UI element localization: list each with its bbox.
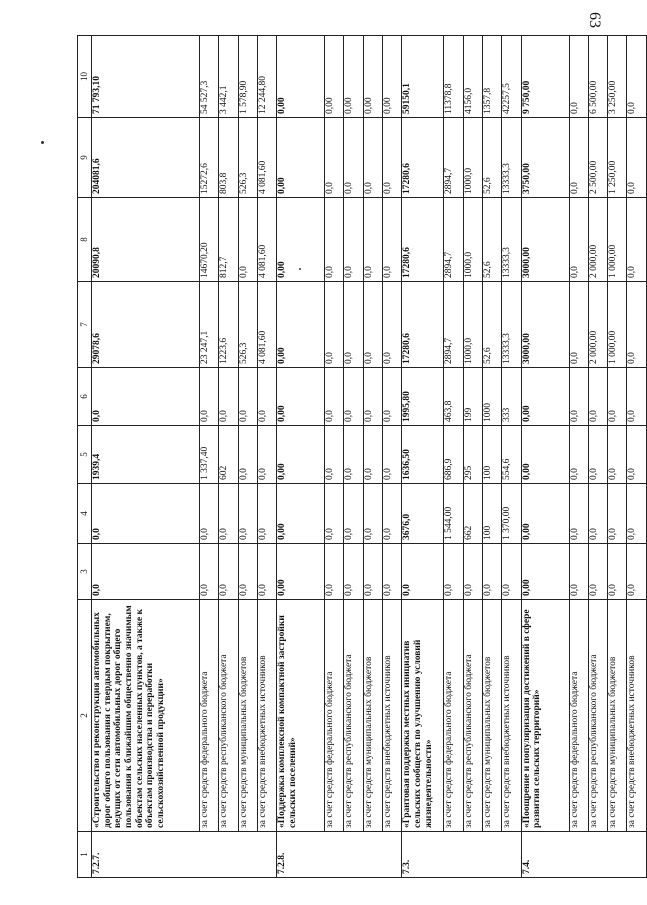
- section-value-cell: 3000,00: [521, 198, 569, 282]
- funding-source-label: за счет средств федерального бюджета: [325, 600, 344, 832]
- funding-value-cell: 0,0: [257, 544, 276, 600]
- funding-value-cell: 0,0: [569, 282, 588, 368]
- funding-value-cell: 602: [219, 426, 238, 484]
- funding-value-cell: 0,0: [569, 368, 588, 426]
- funding-value-cell: 0,0: [325, 282, 344, 368]
- funding-value-cell: 0,0: [344, 118, 363, 198]
- funding-value-cell: 0,0: [325, 368, 344, 426]
- funding-value-cell: 4 081,60: [257, 198, 276, 282]
- funding-row: [200, 36, 219, 878]
- funding-value-cell: 0,0: [627, 426, 646, 484]
- section-code: 7.4.: [521, 832, 646, 878]
- funding-source-label: за счет средств республиканского бюджета: [588, 600, 607, 832]
- funding-value-cell: 0,0: [608, 426, 627, 484]
- funding-source-label: за счет средств федерального бюджета: [569, 600, 588, 832]
- funding-value-cell: 100: [482, 484, 501, 544]
- funding-value-cell: 0,0: [238, 426, 257, 484]
- column-header-9: 9: [78, 118, 92, 198]
- funding-value-cell: 0,0: [482, 544, 501, 600]
- section-row: [92, 36, 200, 878]
- column-header-4: 4: [78, 484, 92, 544]
- funding-value-cell: 0,0: [325, 544, 344, 600]
- funding-value-cell: 0,0: [200, 484, 219, 544]
- funding-row: [588, 36, 607, 878]
- funding-value-cell: 52,6: [482, 118, 501, 198]
- funding-value-cell: 0,0: [588, 484, 607, 544]
- funding-value-cell: 1 578,90: [238, 36, 257, 118]
- funding-row: [482, 36, 501, 878]
- section-value-cell: 0,00: [277, 544, 325, 600]
- funding-row: [608, 36, 627, 878]
- funding-value-cell: 0,0: [257, 368, 276, 426]
- funding-value-cell: 42257,5: [502, 36, 521, 118]
- funding-source-label: за счет средств федерального бюджета: [200, 600, 219, 832]
- section-value-cell: 1939,4: [92, 426, 200, 484]
- column-header-8: 8: [78, 198, 92, 282]
- scan-speck: [41, 141, 44, 144]
- section-value-cell: 0,00: [277, 484, 325, 544]
- funding-value-cell: 1 250,00: [608, 118, 627, 198]
- funding-value-cell: 4156,0: [463, 36, 482, 118]
- funding-value-cell: 0,0: [238, 198, 257, 282]
- section-value-cell: 0,00: [277, 426, 325, 484]
- section-row: [277, 36, 325, 878]
- funding-row: [463, 36, 482, 878]
- section-value-cell: 0,0: [92, 484, 200, 544]
- column-header-1: 1: [78, 832, 92, 878]
- funding-value-cell: 686,9: [444, 426, 463, 484]
- funding-value-cell: 295: [463, 426, 482, 484]
- funding-source-label: за счет средств внебюджетных источников: [502, 600, 521, 832]
- page-number: 63: [586, 12, 603, 28]
- funding-row: [238, 36, 257, 878]
- funding-value-cell: 0,0: [569, 544, 588, 600]
- funding-value-cell: 54 527,3: [200, 36, 219, 118]
- funding-value-cell: 100: [482, 426, 501, 484]
- section-title: «Поддержка комплексной компактной застройки сельских поселений»: [277, 600, 325, 832]
- column-header-2: 2: [78, 600, 92, 832]
- funding-value-cell: 554,6: [502, 426, 521, 484]
- section-value-cell: 9 750,00: [521, 36, 569, 118]
- section-value-cell: 17280,6: [402, 198, 444, 282]
- funding-value-cell: 0,0: [588, 368, 607, 426]
- funding-value-cell: 0,0: [627, 484, 646, 544]
- funding-value-cell: 2894,7: [444, 282, 463, 368]
- section-value-cell: 0,00: [277, 282, 325, 368]
- funding-value-cell: 0,0: [219, 484, 238, 544]
- funding-value-cell: 6 500,00: [588, 36, 607, 118]
- funding-value-cell: 0,0: [383, 368, 402, 426]
- section-value-cell: 0,00: [521, 544, 569, 600]
- funding-value-cell: 1000: [482, 368, 501, 426]
- funding-value-cell: 0,0: [344, 544, 363, 600]
- section-code: 7.2.8.: [277, 832, 402, 878]
- funding-value-cell: 52,6: [482, 282, 501, 368]
- funding-value-cell: 2894,7: [444, 118, 463, 198]
- funding-value-cell: 0,0: [363, 426, 382, 484]
- funding-source-label: за счет средств федерального бюджета: [444, 600, 463, 832]
- funding-value-cell: 0,0: [588, 426, 607, 484]
- funding-value-cell: 0,0: [344, 282, 363, 368]
- funding-source-label: за счет средств муниципальных бюджетов: [608, 600, 627, 832]
- funding-value-cell: 526,3: [238, 118, 257, 198]
- section-value-cell: 3750,00: [521, 118, 569, 198]
- funding-value-cell: 0,0: [257, 426, 276, 484]
- budget-table-container: [77, 36, 638, 878]
- funding-value-cell: 1000,0: [463, 282, 482, 368]
- funding-source-label: за счет средств муниципальных бюджетов: [363, 600, 382, 832]
- funding-value-cell: 0,0: [463, 544, 482, 600]
- section-value-cell: 17280,6: [402, 118, 444, 198]
- funding-value-cell: 0,0: [627, 198, 646, 282]
- section-value-cell: 0,00: [521, 484, 569, 544]
- section-value-cell: 0,00: [277, 368, 325, 426]
- funding-value-cell: 1 370,00: [502, 484, 521, 544]
- section-title: «Строительство и реконструкция автомобильных дорог общего пользования с твердым покрытием, ведущих от сети автомобильных дорог общего пользования к ближайшим общественно значимым объектам сельских населенных пунктов, а также к объектам производства и переработки сельскохозяйственной продукции»: [92, 600, 200, 832]
- funding-value-cell: 52,6: [482, 198, 501, 282]
- section-value-cell: 29078,6: [92, 282, 200, 368]
- funding-value-cell: 0,0: [200, 544, 219, 600]
- funding-row: [363, 36, 382, 878]
- column-header-10: 10: [78, 36, 92, 118]
- funding-value-cell: 2 000,00: [588, 282, 607, 368]
- section-value-cell: 3676,0: [402, 484, 444, 544]
- funding-row: [627, 36, 646, 878]
- funding-value-cell: 0,0: [444, 544, 463, 600]
- section-code: 7.2.7.: [92, 832, 277, 878]
- funding-value-cell: 812,7: [219, 198, 238, 282]
- section-value-cell: 204081,6: [92, 118, 200, 198]
- funding-value-cell: 0,0: [588, 544, 607, 600]
- funding-value-cell: 0,0: [363, 368, 382, 426]
- funding-value-cell: 1 337,40: [200, 426, 219, 484]
- funding-value-cell: 0,00: [325, 36, 344, 118]
- funding-value-cell: 3 442,1: [219, 36, 238, 118]
- funding-value-cell: 333: [502, 368, 521, 426]
- funding-value-cell: 1 000,00: [608, 282, 627, 368]
- funding-source-label: за счет средств внебюджетных источников: [627, 600, 646, 832]
- funding-source-label: за счет средств внебюджетных источников: [257, 600, 276, 832]
- funding-value-cell: 0,0: [257, 484, 276, 544]
- funding-value-cell: 0,0: [219, 544, 238, 600]
- section-value-cell: 3000,00: [521, 282, 569, 368]
- funding-value-cell: 0,0: [569, 198, 588, 282]
- funding-value-cell: 13333,3: [502, 198, 521, 282]
- funding-row: [325, 36, 344, 878]
- funding-value-cell: 0,00: [363, 36, 382, 118]
- funding-value-cell: 0,0: [383, 198, 402, 282]
- funding-value-cell: 12 244,80: [257, 36, 276, 118]
- header-row: [78, 36, 92, 878]
- funding-source-label: за счет средств муниципальных бюджетов: [482, 600, 501, 832]
- funding-value-cell: 0,00: [344, 36, 363, 118]
- funding-value-cell: 2894,7: [444, 198, 463, 282]
- funding-value-cell: 0,0: [569, 484, 588, 544]
- funding-value-cell: 0,0: [344, 368, 363, 426]
- section-value-cell: 1636,50: [402, 426, 444, 484]
- funding-value-cell: 1000,0: [463, 198, 482, 282]
- budget-table: [77, 35, 647, 878]
- funding-value-cell: 0,0: [502, 544, 521, 600]
- funding-value-cell: 0,0: [383, 544, 402, 600]
- funding-value-cell: 0,0: [219, 368, 238, 426]
- funding-value-cell: 0,0: [569, 36, 588, 118]
- section-value-cell: 0,0: [92, 368, 200, 426]
- funding-source-label: за счет средств муниципальных бюджетов: [238, 600, 257, 832]
- funding-value-cell: 1223,6: [219, 282, 238, 368]
- funding-value-cell: 0,0: [608, 484, 627, 544]
- funding-source-label: за счет средств республиканского бюджета: [463, 600, 482, 832]
- funding-value-cell: 1357,8: [482, 36, 501, 118]
- table-body: [78, 36, 647, 878]
- funding-value-cell: 1 000,00: [608, 198, 627, 282]
- funding-value-cell: 0,0: [238, 484, 257, 544]
- section-value-cell: 0,00: [277, 118, 325, 198]
- funding-value-cell: 13333,3: [502, 282, 521, 368]
- funding-value-cell: 0,0: [569, 426, 588, 484]
- funding-value-cell: 0,0: [608, 368, 627, 426]
- funding-value-cell: 23 247,1: [200, 282, 219, 368]
- funding-source-label: за счет средств республиканского бюджета: [344, 600, 363, 832]
- funding-value-cell: 0,0: [627, 282, 646, 368]
- funding-value-cell: 2 000,00: [588, 198, 607, 282]
- funding-value-cell: 199: [463, 368, 482, 426]
- funding-value-cell: 463,8: [444, 368, 463, 426]
- funding-value-cell: 0,0: [325, 484, 344, 544]
- section-value-cell: 0,00: [521, 368, 569, 426]
- section-value-cell: 20090,8: [92, 198, 200, 282]
- funding-value-cell: 0,0: [325, 426, 344, 484]
- funding-value-cell: 0,0: [383, 282, 402, 368]
- section-title: «Грантовая поддержка местных инициатив сельских сообществ по улучшению условий жизнедеятельности»: [402, 600, 444, 832]
- funding-value-cell: 0,0: [363, 118, 382, 198]
- funding-value-cell: 0,0: [238, 544, 257, 600]
- funding-value-cell: 0,0: [627, 118, 646, 198]
- funding-value-cell: 0,00: [383, 36, 402, 118]
- funding-value-cell: 0,0: [627, 368, 646, 426]
- funding-value-cell: 0,0: [627, 544, 646, 600]
- funding-value-cell: 526,3: [238, 282, 257, 368]
- funding-value-cell: 0,0: [344, 426, 363, 484]
- funding-value-cell: 0,0: [325, 118, 344, 198]
- funding-row: [569, 36, 588, 878]
- funding-row: [383, 36, 402, 878]
- section-value-cell: 17280,6: [402, 282, 444, 368]
- funding-value-cell: 11378,8: [444, 36, 463, 118]
- section-code: 7.3.: [402, 832, 521, 878]
- section-value-cell: 0,0: [92, 544, 200, 600]
- section-value-cell: 59150,1: [402, 36, 444, 118]
- section-title: «Поощрение и популяризация достижений в сфере развития сельских территорий»: [521, 600, 569, 832]
- funding-row: [444, 36, 463, 878]
- funding-value-cell: 3 250,00: [608, 36, 627, 118]
- funding-value-cell: 4 081,60: [257, 118, 276, 198]
- funding-value-cell: 0,0: [363, 282, 382, 368]
- section-row: [521, 36, 569, 878]
- funding-value-cell: 0,0: [344, 198, 363, 282]
- funding-row: [344, 36, 363, 878]
- funding-value-cell: 0,0: [344, 484, 363, 544]
- funding-value-cell: 0,0: [383, 484, 402, 544]
- section-value-cell: 0,0: [402, 544, 444, 600]
- funding-value-cell: 1 544,00: [444, 484, 463, 544]
- funding-value-cell: 13333,3: [502, 118, 521, 198]
- funding-value-cell: 0,0: [238, 368, 257, 426]
- funding-source-label: за счет средств республиканского бюджета: [219, 600, 238, 832]
- funding-value-cell: 0,0: [569, 118, 588, 198]
- funding-value-cell: 0,0: [363, 544, 382, 600]
- section-value-cell: 1995,80: [402, 368, 444, 426]
- column-header-5: 5: [78, 426, 92, 484]
- funding-value-cell: 4 081,60: [257, 282, 276, 368]
- funding-value-cell: 803,8: [219, 118, 238, 198]
- funding-value-cell: 0,0: [627, 36, 646, 118]
- section-row: [402, 36, 444, 878]
- funding-value-cell: 0,0: [363, 484, 382, 544]
- funding-value-cell: 1000,0: [463, 118, 482, 198]
- funding-value-cell: 0,0: [608, 544, 627, 600]
- funding-row: [219, 36, 238, 878]
- column-header-6: 6: [78, 368, 92, 426]
- funding-value-cell: 0,0: [383, 426, 402, 484]
- funding-value-cell: 2 500,00: [588, 118, 607, 198]
- funding-value-cell: 0,0: [325, 198, 344, 282]
- section-value-cell: 0,00: [277, 36, 325, 118]
- section-value-cell: 71 793,10: [92, 36, 200, 118]
- funding-value-cell: 0,0: [363, 198, 382, 282]
- funding-row: [502, 36, 521, 878]
- column-header-3: 3: [78, 544, 92, 600]
- column-header-7: 7: [78, 282, 92, 368]
- funding-source-label: за счет средств внебюджетных источников: [383, 600, 402, 832]
- funding-value-cell: 15272,6: [200, 118, 219, 198]
- funding-value-cell: 14670,20: [200, 198, 219, 282]
- funding-row: [257, 36, 276, 878]
- funding-value-cell: 662: [463, 484, 482, 544]
- section-value-cell: 0,00: [277, 198, 325, 282]
- funding-value-cell: 0,0: [383, 118, 402, 198]
- funding-value-cell: 0,0: [200, 368, 219, 426]
- section-value-cell: 0,00: [521, 426, 569, 484]
